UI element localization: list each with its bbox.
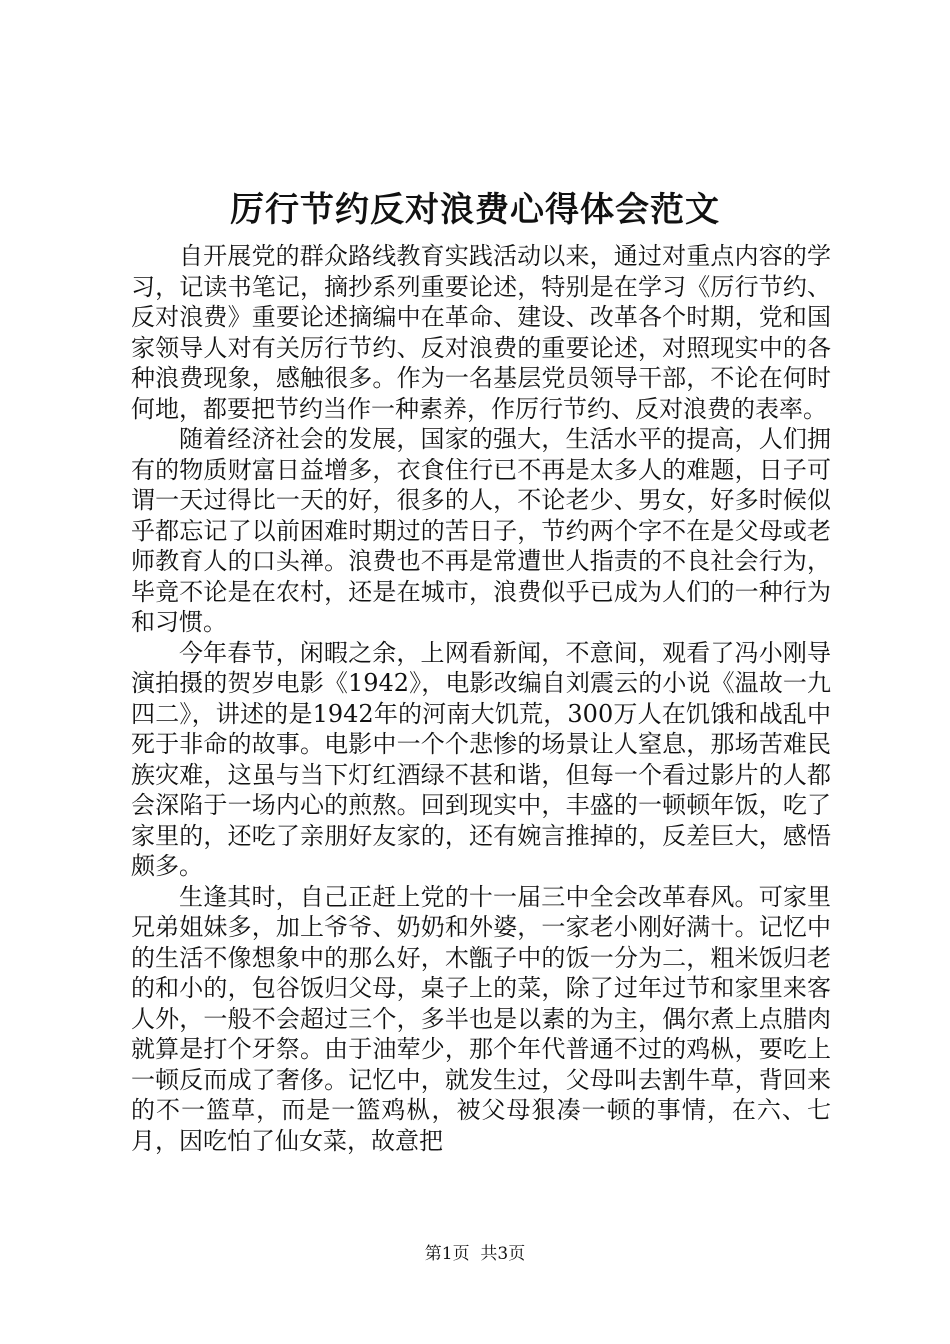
footer-separator: [470, 1244, 481, 1264]
paragraph: 自开展党的群众路线教育实践活动以来，通过对重点内容的学习，记读书笔记，摘抄系列重要论述，特别是在学习《厉行节约、反对浪费》重要论述摘编中在革命、建设、改革各个时期，党和国家领导人对有关厉行节约、反对浪费的重要论述，对照现实中的各种浪费现象，感触很多。作为一名基层党员领导干部，不论在何时何地，都要把节约当作一种素养，作厉行节约、反对浪费的表率。: [131, 242, 831, 423]
paragraph: 随着经济社会的发展，国家的强大，生活水平的提高，人们拥有的物质财富日益增多，衣食住行已不再是太多人的难题，日子可谓一天过得比一天的好，很多的人，不论老少、男女，好多时候似乎都忘记了以前困难时期过的苦日子，节约两个字不在是父母或老师教育人的口头禅。浪费也不再是常遭世人指责的不良社会行为，毕竟不论是在农村，还是在城市，浪费似乎已成为人们的一种行为和习惯。: [131, 425, 831, 636]
paragraph: 今年春节，闲暇之余，上网看新闻，不意间，观看了冯小刚导演拍摄的贺岁电影《1942》，电影改编自刘震云的小说《温故一九四二》，讲述的是1942年的河南大饥荒，300万人在饥饿和战乱中死于非命的故事。电影中一个个悲惨的场景让人窒息，那场苦难民族灾难，这虽与当下灯红酒绿不甚和谐，但每一个看过影片的人都会深陷于一场内心的煎熬。回到现实中，丰盛的一顿顿年饭，吃了家里的，还吃了亲朋好友家的，还有婉言推掉的，反差巨大，感悟颇多。: [131, 638, 831, 880]
document-body: [131, 241, 831, 1156]
page-number-total: 共3页: [480, 1244, 526, 1264]
paragraph: 生逢其时，自己正赶上党的十一届三中全会改革春风。可家里兄弟姐妹多，加上爷爷、奶奶和外婆，一家老小刚好满十。记忆中的生活不像想象中的那么好，木甑子中的饭一分为二，粗米饭归老的和小的，包谷饭归父母，桌子上的菜，除了过年过节和家里来客人外，一般不会超过三个，多半也是以素的为主，偶尔煮上点腊肉就算是打个牙祭。由于油荤少，那个年代普通不过的鸡枞，要吃上一顿反而成了奢侈。记忆中，就发生过，父母叫去割牛草，背回来的不一篮草，而是一篮鸡枞，被父母狠凑一顿的事情，在六、七月，因吃怕了仙女菜，故意把: [131, 882, 831, 1155]
document-title: 厉行节约反对浪费心得体会范文: [230, 190, 720, 230]
page-footer: [0, 1243, 950, 1265]
page-number-current: 第1页: [424, 1244, 470, 1264]
